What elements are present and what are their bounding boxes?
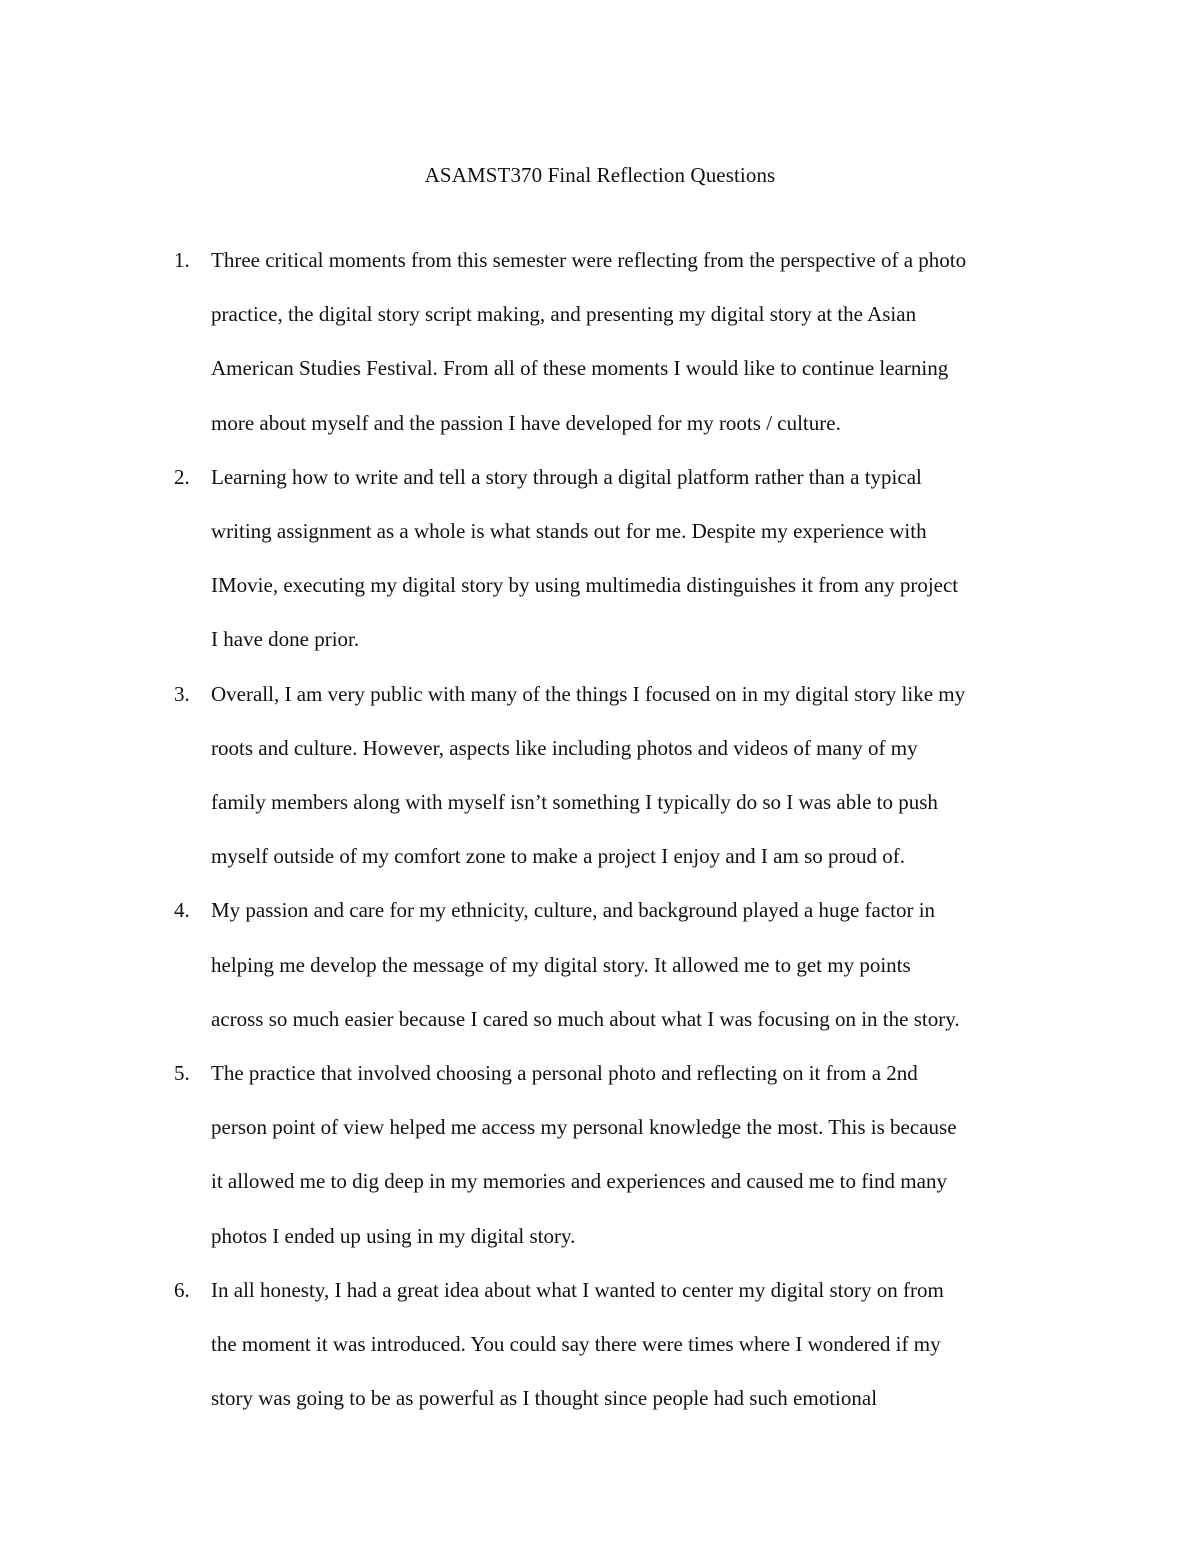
text-line: across so much easier because I cared so much about what I was focusing on in the story. — [211, 1006, 960, 1031]
text-line: IMovie, executing my digital story by using multimedia distinguishes it from any project — [211, 573, 959, 598]
text-line: Overall, I am very public with many of the things I focused on in my digital story like my — [211, 681, 966, 706]
item-text — [211, 1263, 1071, 1426]
item-text — [211, 450, 1071, 667]
text-line: myself outside of my comfort zone to make a project I enjoy and I am so proud of. — [211, 844, 905, 869]
text-line: Three critical moments from this semester were reflecting from the perspective of a photo — [211, 248, 967, 272]
text-line: In all honesty, I had a great idea about what I wanted to center my digital story on from — [211, 1277, 944, 1302]
text-line: practice, the digital story script making, and presenting my digital story at the Asian — [211, 302, 917, 327]
text-line: I have done prior. — [211, 627, 360, 652]
list-item — [0, 1263, 1200, 1426]
text-line: American Studies Festival. From all of these moments I would like to continue learning — [211, 356, 949, 381]
reflection-list — [0, 233, 1200, 1425]
item-text — [211, 667, 1071, 884]
document-title: ASAMST370 Final Reflection Questions — [424, 163, 776, 187]
text-line: My passion and care for my ethnicity, culture, and background played a huge factor in — [211, 898, 936, 923]
text-line: The practice that involved choosing a personal photo and reflecting on it from a 2nd — [211, 1061, 918, 1086]
text-line: person point of view helped me access my personal knowledge the most. This is because — [211, 1115, 957, 1140]
text-line: Learning how to write and tell a story through a digital platform rather than a typical — [211, 464, 922, 489]
item-number: 2. — [174, 464, 190, 489]
text-line: family members along with myself isn’t something I typically do so I was able to push — [211, 790, 938, 815]
text-line: story was going to be as powerful as I thought since people had such emotional — [211, 1386, 878, 1411]
item-text — [211, 1046, 1071, 1263]
text-line: it allowed me to dig deep in my memories and experiences and caused me to find many — [211, 1169, 947, 1194]
list-item — [0, 667, 1200, 884]
item-number: 3. — [174, 681, 190, 706]
text-line: the moment it was introduced. You could say there were times where I wondered if my — [211, 1332, 941, 1357]
text-line: writing assignment as a whole is what stands out for me. Despite my experience with — [211, 519, 927, 544]
item-number: 5. — [174, 1061, 190, 1086]
list-item — [0, 233, 1200, 450]
item-text — [211, 233, 1071, 450]
text-line: photos I ended up using in my digital story. — [211, 1223, 576, 1248]
text-line: more about myself and the passion I have developed for my roots / culture. — [211, 410, 841, 435]
item-number: 6. — [174, 1277, 190, 1302]
item-text — [211, 883, 1071, 1046]
list-item — [0, 1046, 1200, 1263]
item-number: 1. — [174, 248, 190, 272]
text-line: roots and culture. However, aspects like including photos and videos of many of my — [211, 735, 918, 760]
list-item — [0, 450, 1200, 667]
text-line: helping me develop the message of my digital story. It allowed me to get my points — [211, 952, 911, 977]
list-item — [0, 883, 1200, 1046]
item-number: 4. — [174, 898, 190, 923]
